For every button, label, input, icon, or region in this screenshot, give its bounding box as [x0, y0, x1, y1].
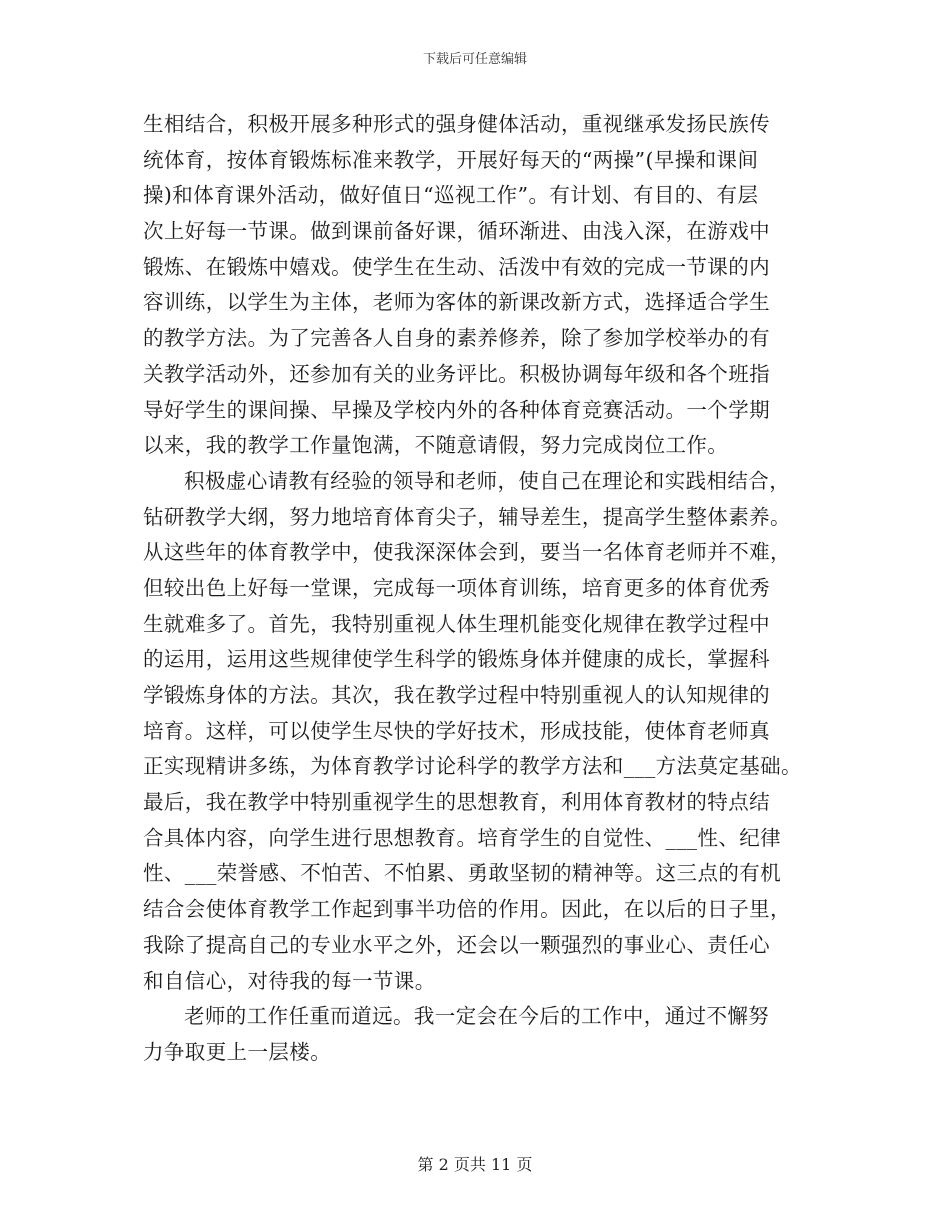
paragraph-start-line: 积极虚心请教有经验的领导和老师，使自己在理论和实践相结合， — [184, 468, 791, 493]
page-header: 下载后可任意编辑 — [422, 52, 527, 67]
text-line: 容训练，以学生为主体，老师为客体的新课改新方式，选择适合学生 — [143, 290, 770, 315]
text-line: 和自信心，对待我的每一节课。 — [143, 968, 436, 993]
text-line: 正实现精讲多练，为体育教学讨论科学的教学方法和___方法莫定基础。 — [143, 754, 802, 779]
document-body — [143, 107, 843, 1071]
text-line: 从这些年的体育教学中，使我深深体会到，要当一名体育老师并不难， — [143, 540, 791, 565]
text-line: 导好学生的课间操、早操及学校内外的各种体育竞赛活动。一个学期 — [143, 397, 770, 422]
text-line: 性、___荣誉感、不怕苦、不怕累、勇敢坚韧的精神等。这三点的有机 — [143, 861, 782, 886]
text-line: 生相结合，积极开展多种形式的强身健体活动，重视继承发扬民族传 — [143, 112, 770, 136]
text-line: 生就难多了。首先，我特别重视人体生理机能变化规律在教学过程中 — [143, 611, 770, 636]
text-line: 操)和体育课外活动，做好值日“巡视工作”。有计划、有目的、有层 — [143, 183, 759, 208]
text-line: 合具体内容，向学生进行思想教育。培育学生的自觉性、___性、纪律 — [143, 825, 782, 850]
text-line: 统体育，按体育锻炼标准来教学，开展好每天的“两操”(早操和课间 — [143, 147, 759, 172]
text-line: 力争取更上一层楼。 — [143, 1039, 332, 1064]
text-line: 培育。这样，可以使学生尽快的学好技术，形成技能，使体育老师真 — [143, 718, 770, 743]
page-number-footer: 第 2 页共 11 页 — [417, 1155, 533, 1174]
text-line: 的运用，运用这些规律使学生科学的锻炼身体并健康的成长，掌握科 — [143, 647, 770, 672]
paragraph-start-line: 老师的工作任重而道远。我一定会在今后的工作中，通过不懈努 — [184, 1004, 770, 1029]
text-line: 的教学方法。为了完善各人自身的素养修养，除了参加学校举办的有 — [143, 326, 770, 351]
text-line: 但较出色上好每一堂课，完成每一项体育训练，培育更多的体育优秀 — [143, 575, 770, 600]
text-line: 我除了提高自己的专业水平之外，还会以一颗强烈的事业心、责任心 — [143, 932, 770, 957]
text-line: 最后，我在教学中特别重视学生的思想教育，利用体育教材的特点结 — [143, 790, 770, 815]
text-line: 锻炼、在锻炼中嬉戏。使学生在生动、活泼中有效的完成一节课的内 — [143, 254, 770, 279]
text-line: 次上好每一节课。做到课前备好课，循环渐进、由浅入深，在游戏中 — [143, 219, 770, 244]
text-line: 结合会使体育教学工作起到事半功倍的作用。因此，在以后的日子里， — [143, 897, 791, 922]
text-line: 学锻炼身体的方法。其次，我在教学过程中特别重视人的认知规律的 — [143, 683, 770, 707]
text-line: 以来，我的教学工作量饱满，不随意请假，努力完成岗位工作。 — [143, 433, 729, 458]
text-line: 钻研教学大纲，努力地培育体育尖子，辅导差生，提高学生整体素养。 — [143, 504, 791, 529]
text-line: 关教学活动外，还参加有关的业务评比。积极协调每年级和各个班指 — [143, 361, 770, 386]
